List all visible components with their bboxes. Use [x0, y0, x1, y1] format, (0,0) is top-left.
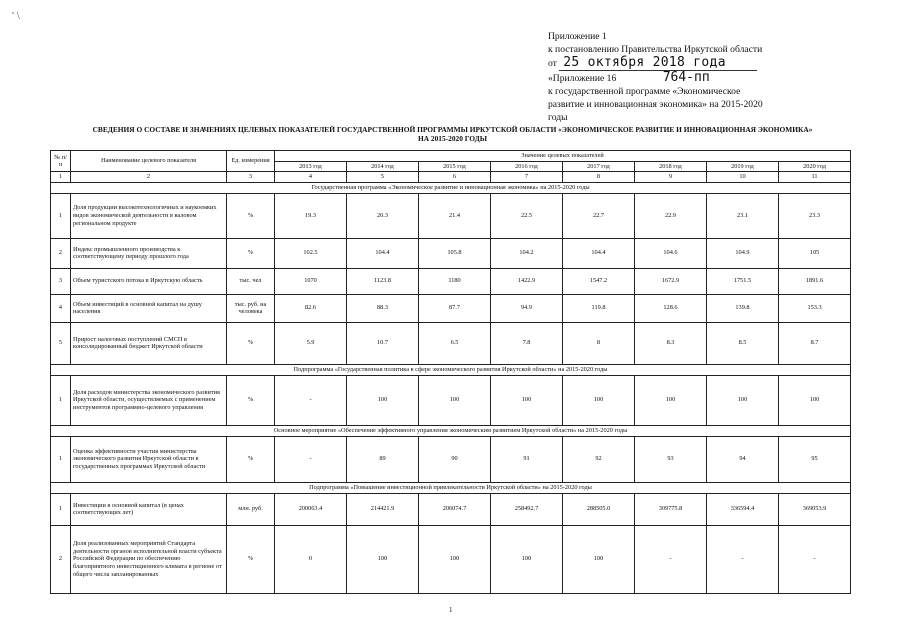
from-label: от — [548, 58, 557, 70]
value-cell: 214421.9 — [347, 493, 419, 525]
indicator-name: Доля реализованных мероприятий Стандарта деятельности органов исполнительной власти субъекта Российской Федерации по обеспечению благоприятного инвестиционного климата в регионе от общего числа запланированных — [71, 525, 227, 593]
appendix-line-2: к постановлению Правительства Иркутской области — [548, 44, 763, 56]
unit-cell: % — [227, 322, 275, 364]
value-cell: 23.3 — [779, 193, 851, 238]
value-cell: 104.4 — [563, 238, 635, 268]
value-cell: 100 — [707, 375, 779, 425]
value-cell: 7.8 — [491, 322, 563, 364]
value-cell: 100 — [563, 525, 635, 593]
unit-cell: % — [227, 193, 275, 238]
table-row — [51, 436, 851, 482]
header-values-group: Значение целевых показателей — [275, 151, 851, 162]
value-cell: 100 — [779, 375, 851, 425]
value-cell: 8.3 — [635, 322, 707, 364]
title-line-2: НА 2015-2020 ГОДЫ — [417, 134, 488, 143]
indicators-table — [50, 150, 851, 594]
section-title: Подпрограмма «Повышение инвестиционной привлекательности Иркутской области» на 2015-2020 годы — [51, 482, 851, 493]
row-number: 4 — [51, 294, 71, 322]
page-number: 1 — [449, 606, 453, 614]
header-year: 2014 год — [347, 161, 419, 172]
col-number: 10 — [707, 172, 779, 183]
row-number: 1 — [51, 436, 71, 482]
value-cell: 104.2 — [491, 238, 563, 268]
value-cell: 104.9 — [707, 238, 779, 268]
header-unit: Ед. измерения — [227, 151, 275, 172]
indicator-name: Доля расходов министерства экономического развития Иркутской области, осуществляемых с применением инструментов программно-целевого управления — [71, 375, 227, 425]
col-number: 11 — [779, 172, 851, 183]
unit-cell: тыс. руб. на человека — [227, 294, 275, 322]
table-row — [51, 193, 851, 238]
indicator-name: Оценка эффективности участия министерства экономического развития Иркутской области в государственных программах Иркутской области — [71, 436, 227, 482]
header-year: 2017 год — [563, 161, 635, 172]
col-number: 2 — [71, 172, 227, 183]
table-row — [51, 525, 851, 593]
value-cell: 82.6 — [275, 294, 347, 322]
value-cell: 100 — [419, 375, 491, 425]
column-numbers-row — [51, 172, 851, 183]
value-cell: 153.3 — [779, 294, 851, 322]
table-row — [51, 294, 851, 322]
appendix-date-line — [548, 56, 798, 70]
document-title — [0, 125, 905, 143]
col-number: 6 — [419, 172, 491, 183]
section-header-row — [51, 425, 851, 436]
header-name: Наименование целевого показателя — [71, 151, 227, 172]
col-number: 9 — [635, 172, 707, 183]
row-number: 1 — [51, 375, 71, 425]
section-title: Подпрограмма «Государственная политика в сфере экономического развития Иркутской области» на 2015-2020 годы — [51, 364, 851, 375]
unit-cell: тыс. чел — [227, 268, 275, 294]
value-cell: 105 — [779, 238, 851, 268]
value-cell: 10.7 — [347, 322, 419, 364]
appendix-line-1: Приложение 1 — [548, 31, 607, 42]
row-number: 2 — [51, 238, 71, 268]
value-cell: 1672.9 — [635, 268, 707, 294]
value-cell: 94 — [707, 436, 779, 482]
value-cell: 102.5 — [275, 238, 347, 268]
value-cell: 100 — [491, 375, 563, 425]
value-cell: 95 — [779, 436, 851, 482]
value-cell: 92 — [563, 436, 635, 482]
value-cell: 104.4 — [347, 238, 419, 268]
value-cell: 6.5 — [419, 322, 491, 364]
appendix-line-5: к государственной программе «Экономическое — [548, 85, 741, 97]
value-cell: 8.7 — [779, 322, 851, 364]
scan-mark: ' \ — [12, 10, 20, 22]
row-number: 2 — [51, 525, 71, 593]
indicator-name: Прирост налоговых поступлений СМСП в консолидированный бюджет Иркутской области — [71, 322, 227, 364]
header-year: 2015 год — [419, 161, 491, 172]
value-cell: 128.6 — [635, 294, 707, 322]
value-cell: 200063.4 — [275, 493, 347, 525]
value-cell: 8 — [563, 322, 635, 364]
value-cell: 87.7 — [419, 294, 491, 322]
table-body — [51, 182, 851, 593]
row-number: 1 — [51, 493, 71, 525]
table-row — [51, 375, 851, 425]
title-line-1: СВЕДЕНИЯ О СОСТАВЕ И ЗНАЧЕНИЯХ ЦЕЛЕВЫХ ПОКАЗАТЕЛЕЙ ГОСУДАРСТВЕННОЙ ПРОГРАММЫ ИРКУТСКОЙ ОБЛАСТИ «ЭКОНОМИЧЕСКОЕ РАЗВИТИЕ И ИННОВАЦИОННАЯ ЭКОНОМИКА» — [92, 125, 813, 134]
unit-cell: % — [227, 375, 275, 425]
appendix-line-4: «Приложение 16 — [548, 72, 617, 84]
value-cell: 21.4 — [419, 193, 491, 238]
value-cell: 1751.5 — [707, 268, 779, 294]
unit-cell: % — [227, 436, 275, 482]
value-cell: - — [707, 525, 779, 593]
col-number: 4 — [275, 172, 347, 183]
unit-cell: % — [227, 525, 275, 593]
unit-cell: млн. руб. — [227, 493, 275, 525]
section-header-row — [51, 364, 851, 375]
value-cell: 100 — [491, 525, 563, 593]
value-cell: 5.9 — [275, 322, 347, 364]
value-cell: 1422.9 — [491, 268, 563, 294]
row-number: 1 — [51, 193, 71, 238]
value-cell: 1547.2 — [563, 268, 635, 294]
value-cell: 100 — [347, 375, 419, 425]
value-cell: 90 — [419, 436, 491, 482]
value-cell: 88.3 — [347, 294, 419, 322]
row-number: 5 — [51, 322, 71, 364]
table-row — [51, 268, 851, 294]
value-cell: 100 — [635, 375, 707, 425]
value-cell: - — [635, 525, 707, 593]
value-cell: 22.7 — [563, 193, 635, 238]
section-header-row — [51, 182, 851, 193]
appendix-line-7: годы — [548, 112, 568, 124]
table-row — [51, 493, 851, 525]
table-row — [51, 238, 851, 268]
header-year: 2019 год — [707, 161, 779, 172]
value-cell: 91 — [491, 436, 563, 482]
value-cell: - — [275, 375, 347, 425]
col-number: 3 — [227, 172, 275, 183]
value-cell: 93 — [635, 436, 707, 482]
value-cell: 8.5 — [707, 322, 779, 364]
unit-cell: % — [227, 238, 275, 268]
indicator-name: Доля продукции высокотехнологичных и наукоемких видов экономической деятельности в валовом региональном продукте — [71, 193, 227, 238]
section-title: Основное мероприятие «Обеспечение эффективного управления экономическим развитием Иркутской области» на 2015-2020 годы — [51, 425, 851, 436]
col-number: 7 — [491, 172, 563, 183]
appendix-number-line — [548, 71, 798, 85]
handwritten-date: 25 октября 2018 года — [559, 56, 757, 70]
value-cell: 1070 — [275, 268, 347, 294]
col-number: 8 — [563, 172, 635, 183]
col-number: 5 — [347, 172, 419, 183]
value-cell: 1180 — [419, 268, 491, 294]
value-cell: 119.8 — [563, 294, 635, 322]
header-year: 2016 год — [491, 161, 563, 172]
value-cell: 288505.0 — [563, 493, 635, 525]
value-cell: 206074.7 — [419, 493, 491, 525]
col-number: 1 — [51, 172, 71, 183]
table-row — [51, 322, 851, 364]
value-cell: 258492.7 — [491, 493, 563, 525]
header-num: № п/п — [51, 151, 71, 172]
value-cell: 0 — [275, 525, 347, 593]
value-cell: - — [275, 436, 347, 482]
indicator-name: Инвестиции в основной капитал (в ценах соответствующих лет) — [71, 493, 227, 525]
header-row-1 — [51, 151, 851, 162]
value-cell: 336594.4 — [707, 493, 779, 525]
value-cell: 105.8 — [419, 238, 491, 268]
value-cell: 19.3 — [275, 193, 347, 238]
value-cell: 94.9 — [491, 294, 563, 322]
header-year: 2018 год — [635, 161, 707, 172]
value-cell: 369053.9 — [779, 493, 851, 525]
value-cell: 100 — [419, 525, 491, 593]
indicator-name: Объем туристского потока в Иркутскую область — [71, 268, 227, 294]
value-cell: 23.1 — [707, 193, 779, 238]
value-cell: 89 — [347, 436, 419, 482]
value-cell: 20.3 — [347, 193, 419, 238]
value-cell: 309775.8 — [635, 493, 707, 525]
value-cell: 22.9 — [635, 193, 707, 238]
value-cell: 104.6 — [635, 238, 707, 268]
header-year: 2020 год — [779, 161, 851, 172]
value-cell: 100 — [563, 375, 635, 425]
section-title: Государственная программа «Экономическое развитие и инновационная экономика» на 2015-2020 годы — [51, 182, 851, 193]
handwritten-number: 764-пп — [662, 69, 710, 85]
value-cell: 139.8 — [707, 294, 779, 322]
value-cell: - — [779, 525, 851, 593]
value-cell: 22.5 — [491, 193, 563, 238]
header-year: 2013 год — [275, 161, 347, 172]
row-number: 3 — [51, 268, 71, 294]
value-cell: 1123.8 — [347, 268, 419, 294]
appendix-line-6: развитие и инновационная экономика» на 2015-2020 — [548, 99, 763, 111]
value-cell: 100 — [347, 525, 419, 593]
section-header-row — [51, 482, 851, 493]
indicator-name: Индекс промышленного производства к соответствующему периоду прошлого года — [71, 238, 227, 268]
value-cell: 1891.6 — [779, 268, 851, 294]
appendix-block — [548, 30, 798, 124]
indicator-name: Объем инвестиций в основной капитал на душу населения — [71, 294, 227, 322]
